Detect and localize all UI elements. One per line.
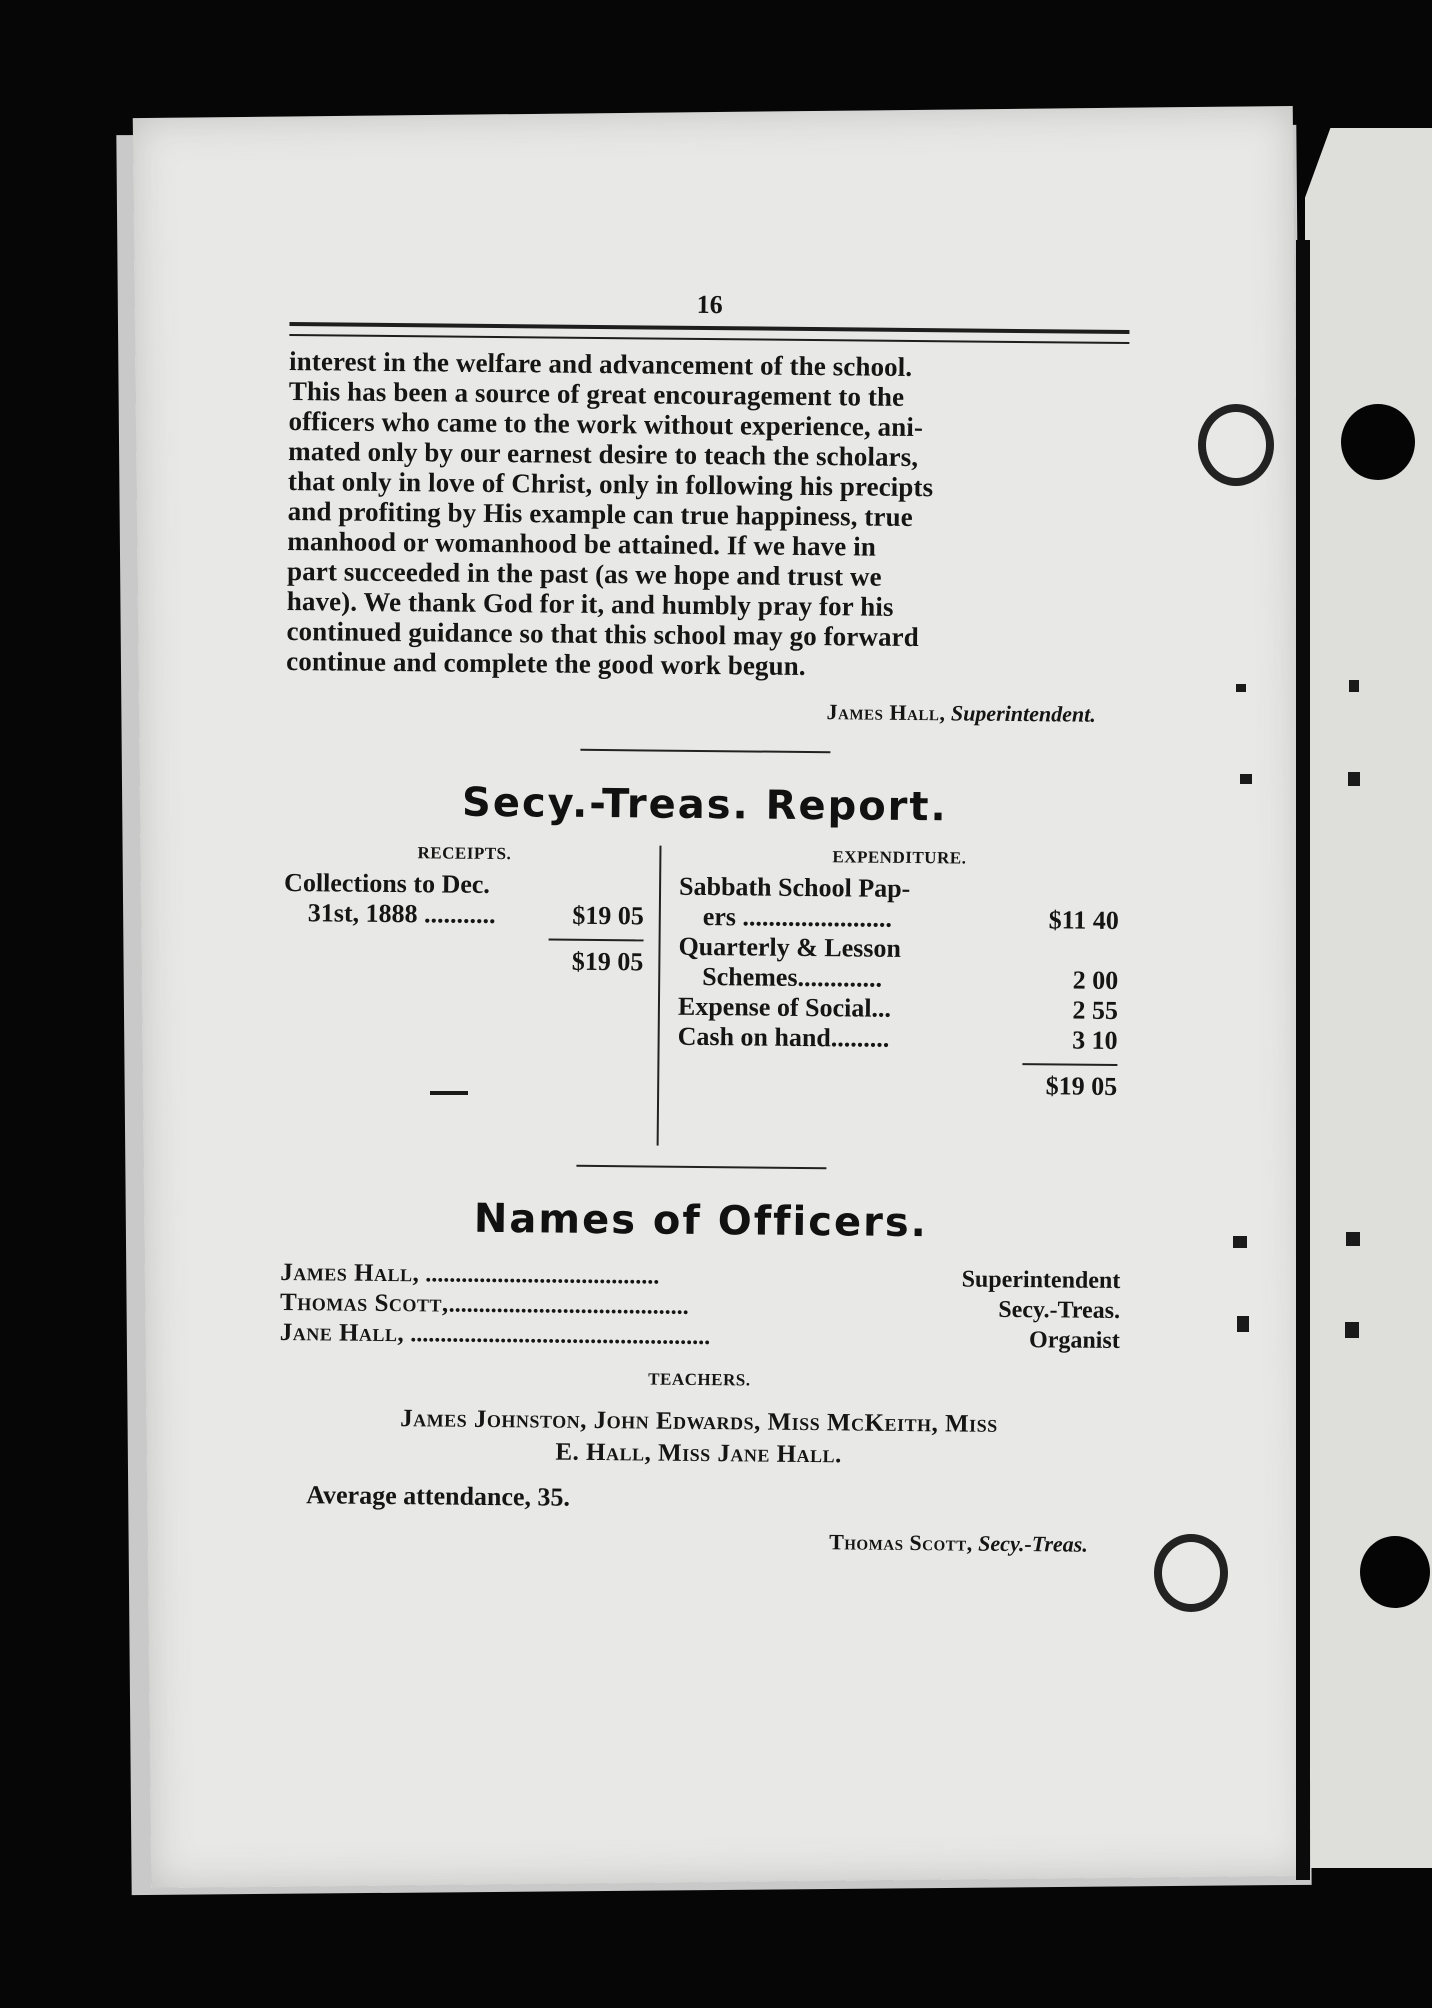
expenditure-amount [1026, 935, 1118, 966]
officer-name: Thomas Scott, [279, 1288, 449, 1318]
expenditure-label: Cash on hand......... [677, 1021, 890, 1053]
scan-speck [1349, 680, 1359, 692]
expenditure-heading: EXPENDITURE. [832, 847, 967, 868]
teachers-line: James Johnston, John Edwards, Miss McKeith, Miss [400, 1405, 998, 1438]
closing-paragraph [286, 346, 1129, 684]
expenditure-amount: 3 10 [1072, 1025, 1118, 1055]
receipt-amount: $19 05 [572, 900, 644, 931]
header-rule [289, 322, 1129, 344]
expenditure-label: Expense of Social... [677, 991, 892, 1023]
paragraph-line: continued guidance so that this school may go forward [286, 615, 919, 653]
section-divider [576, 1165, 826, 1169]
scan-speck [1346, 1232, 1360, 1246]
paragraph-line: interest in the welfare and advancement of the school. [288, 345, 913, 382]
officer-role: Secy.-Treas. [998, 1296, 1121, 1325]
leader-dots: ........................................ [448, 1291, 689, 1320]
scan-speck [1240, 774, 1252, 784]
officer-role: Organist [1028, 1327, 1120, 1355]
punch-hole-icon [1360, 1536, 1430, 1608]
scan-speck [1237, 1316, 1249, 1332]
treasurer-report [282, 842, 1125, 1140]
scan-speck [1345, 1322, 1359, 1338]
paragraph-line: have). We thank God for it, and humbly pray for his [286, 585, 894, 622]
signature-title: Superintendent. [950, 700, 1096, 727]
expenditure-row [679, 872, 1119, 906]
receipt-label: Collections to Dec. [283, 867, 491, 899]
page-number: 16 [696, 289, 723, 320]
signature-title: Secy.-Treas. [978, 1530, 1088, 1557]
leader-dots: ....................................... [419, 1261, 660, 1290]
officer-role: Superintendent [961, 1266, 1121, 1295]
expenditure-total-row [677, 1068, 1117, 1102]
leader-dots: .................................................. [404, 1321, 711, 1351]
section-divider [580, 749, 830, 753]
paragraph-line: continue and complete the good work begun. [286, 645, 806, 681]
scan-speck [1233, 1236, 1247, 1248]
receipt-total-row [283, 944, 643, 977]
expenditure-label: Quarterly & Lesson [678, 931, 902, 963]
signature-name: Thomas Scott, [829, 1529, 973, 1556]
paragraph-line: manhood or womanhood be attained. If we have in [287, 525, 877, 562]
paragraph-line: part succeeded in the past (as we hope and trust we [286, 555, 882, 592]
expenditure-row [678, 1022, 1118, 1056]
expenditure-label: Schemes............. [702, 961, 883, 993]
signature-name: James Hall, [826, 699, 946, 726]
paragraph-line: officers who came to the work without experience, ani- [288, 405, 924, 443]
scan-speck [1236, 684, 1246, 692]
expenditure-label: Sabbath School Pap- [678, 871, 911, 903]
teachers-heading: TEACHERS. [648, 1369, 751, 1390]
receipt-label: 31st, 1888 ........... [307, 898, 496, 930]
teachers-line: E. Hall, Miss Jane Hall. [555, 1438, 843, 1469]
expenditure-row [678, 962, 1118, 996]
expenditure-amount: 2 00 [1072, 965, 1119, 995]
officer-name: Jane Hall, [279, 1318, 405, 1348]
report-title: Secy.-Treas. Report. [461, 779, 948, 831]
total-rule [1022, 1063, 1117, 1066]
paragraph-line: mated only by our earnest desire to teach the scholars, [288, 435, 919, 473]
paragraph-line: that only in love of Christ, only in following his precipts [287, 465, 934, 503]
column-divider [657, 846, 662, 1146]
receipt-row [284, 898, 644, 931]
expenditure-total: $19 05 [1045, 1071, 1118, 1101]
attendance-note: Average attendance, 35. [306, 1480, 571, 1512]
officers-list [280, 1258, 1121, 1356]
receipts-column [283, 842, 644, 977]
expenditure-amount [1027, 875, 1119, 906]
expenditure-amount: 2 55 [1072, 995, 1119, 1025]
printed-page [278, 270, 1130, 1558]
expenditure-column [677, 846, 1119, 1102]
officers-title: Names of Officers. [473, 1195, 929, 1247]
punch-hole-ring-icon [1154, 1534, 1228, 1612]
receipt-row [284, 868, 644, 901]
paragraph-line: and profiting by His example can true happiness, true [287, 495, 913, 532]
receipts-heading: RECEIPTS. [417, 843, 512, 864]
binding-gutter [1296, 240, 1310, 1880]
total-rule [549, 939, 644, 942]
expenditure-label: ers ....................... [702, 901, 893, 933]
receipt-total: $19 05 [571, 946, 644, 977]
superintendent-signature [286, 694, 1096, 728]
expenditure-row [678, 932, 1118, 966]
expenditure-row [678, 992, 1118, 1026]
expenditure-amount: $11 40 [1048, 905, 1119, 935]
paragraph-line: This has been a source of great encouragement to the [288, 375, 905, 412]
adjacent-page [1305, 128, 1432, 1868]
officer-name: James Hall, [280, 1258, 420, 1288]
expenditure-row [679, 902, 1119, 936]
punch-hole-ring-icon [1198, 404, 1274, 486]
punch-hole-icon [1341, 404, 1415, 480]
scan-speck [1348, 772, 1360, 786]
